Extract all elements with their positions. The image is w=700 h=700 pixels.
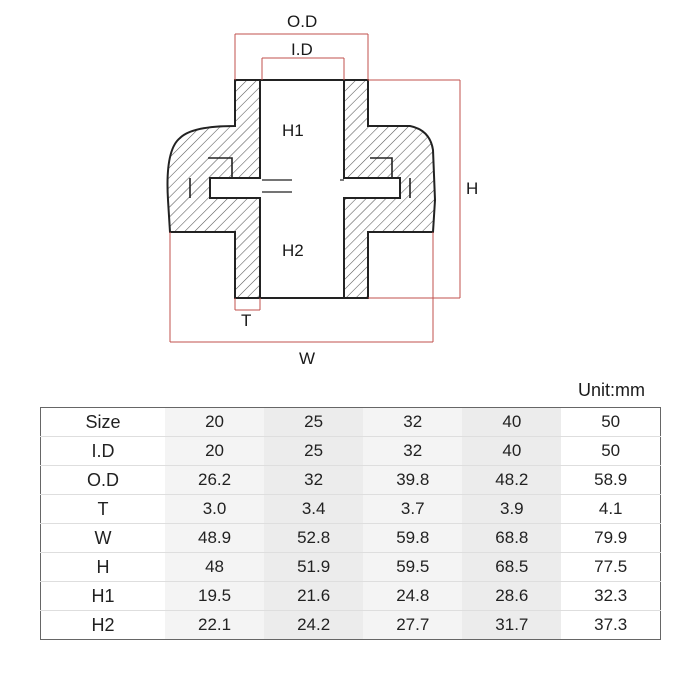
table-cell: 26.2 bbox=[165, 466, 264, 495]
table-cell: 48.9 bbox=[165, 524, 264, 553]
table-cell: 20 bbox=[165, 408, 264, 437]
label-id: I.D bbox=[291, 40, 313, 59]
spec-table-body bbox=[41, 408, 661, 640]
table-cell: 59.5 bbox=[363, 553, 462, 582]
label-od: O.D bbox=[287, 12, 318, 31]
table-cell: 25 bbox=[264, 408, 363, 437]
table-cell: 52.8 bbox=[264, 524, 363, 553]
table-row bbox=[41, 466, 661, 495]
table-row bbox=[41, 408, 661, 437]
label-h: H bbox=[466, 179, 479, 198]
table-cell: 24.2 bbox=[264, 611, 363, 640]
row-label: O.D bbox=[41, 466, 166, 495]
table-cell: 3.9 bbox=[462, 495, 561, 524]
right-body-section bbox=[344, 80, 435, 298]
table-cell: 68.8 bbox=[462, 524, 561, 553]
table-row bbox=[41, 524, 661, 553]
table-cell: 19.5 bbox=[165, 582, 264, 611]
table-row bbox=[41, 611, 661, 640]
table-cell: 31.7 bbox=[462, 611, 561, 640]
table-cell: 28.6 bbox=[462, 582, 561, 611]
table-cell: 25 bbox=[264, 437, 363, 466]
table-cell: 37.3 bbox=[561, 611, 660, 640]
table-cell: 51.9 bbox=[264, 553, 363, 582]
row-label: H2 bbox=[91, 614, 115, 635]
row-label: H bbox=[41, 553, 166, 582]
table-cell: 32.3 bbox=[561, 582, 660, 611]
unit-label: Unit:mm bbox=[578, 380, 645, 400]
table-cell: 20 bbox=[165, 437, 264, 466]
table-cell: 27.7 bbox=[363, 611, 462, 640]
table-cell: 24.8 bbox=[363, 582, 462, 611]
table-cell: 32 bbox=[363, 437, 462, 466]
left-body-section bbox=[168, 80, 261, 298]
row-label: T bbox=[41, 495, 166, 524]
table-cell: 40 bbox=[462, 437, 561, 466]
row-label: I.D bbox=[41, 437, 166, 466]
table-row bbox=[41, 495, 661, 524]
table-cell: 3.0 bbox=[165, 495, 264, 524]
table-cell: 79.9 bbox=[561, 524, 660, 553]
table-cell: 50 bbox=[561, 408, 660, 437]
label-t: T bbox=[241, 311, 252, 330]
table-row bbox=[41, 582, 661, 611]
table-cell: 4.1 bbox=[561, 495, 660, 524]
table-cell: 77.5 bbox=[561, 553, 660, 582]
label-w: W bbox=[299, 349, 316, 368]
table-cell: 68.5 bbox=[462, 553, 561, 582]
label-h2: H2 bbox=[282, 241, 304, 260]
table-cell: 48.2 bbox=[462, 466, 561, 495]
table-cell: 32 bbox=[264, 466, 363, 495]
table-cell: 58.9 bbox=[561, 466, 660, 495]
table-cell: 50 bbox=[561, 437, 660, 466]
table-cell: 21.6 bbox=[264, 582, 363, 611]
table-cell: 22.1 bbox=[165, 611, 264, 640]
table-row bbox=[41, 553, 661, 582]
dimension-spec-table bbox=[40, 407, 661, 640]
table-cell: 59.8 bbox=[363, 524, 462, 553]
table-cell: 48 bbox=[165, 553, 264, 582]
table-cell: 40 bbox=[462, 408, 561, 437]
table-cell: 3.4 bbox=[264, 495, 363, 524]
table-cell: 3.7 bbox=[363, 495, 462, 524]
table-cell: 32 bbox=[363, 408, 462, 437]
row-label: H1 bbox=[41, 582, 166, 611]
label-h1: H1 bbox=[282, 121, 304, 140]
table-row bbox=[41, 437, 661, 466]
table-cell: 39.8 bbox=[363, 466, 462, 495]
row-label: W bbox=[41, 524, 166, 553]
row-label: Size bbox=[41, 408, 166, 437]
